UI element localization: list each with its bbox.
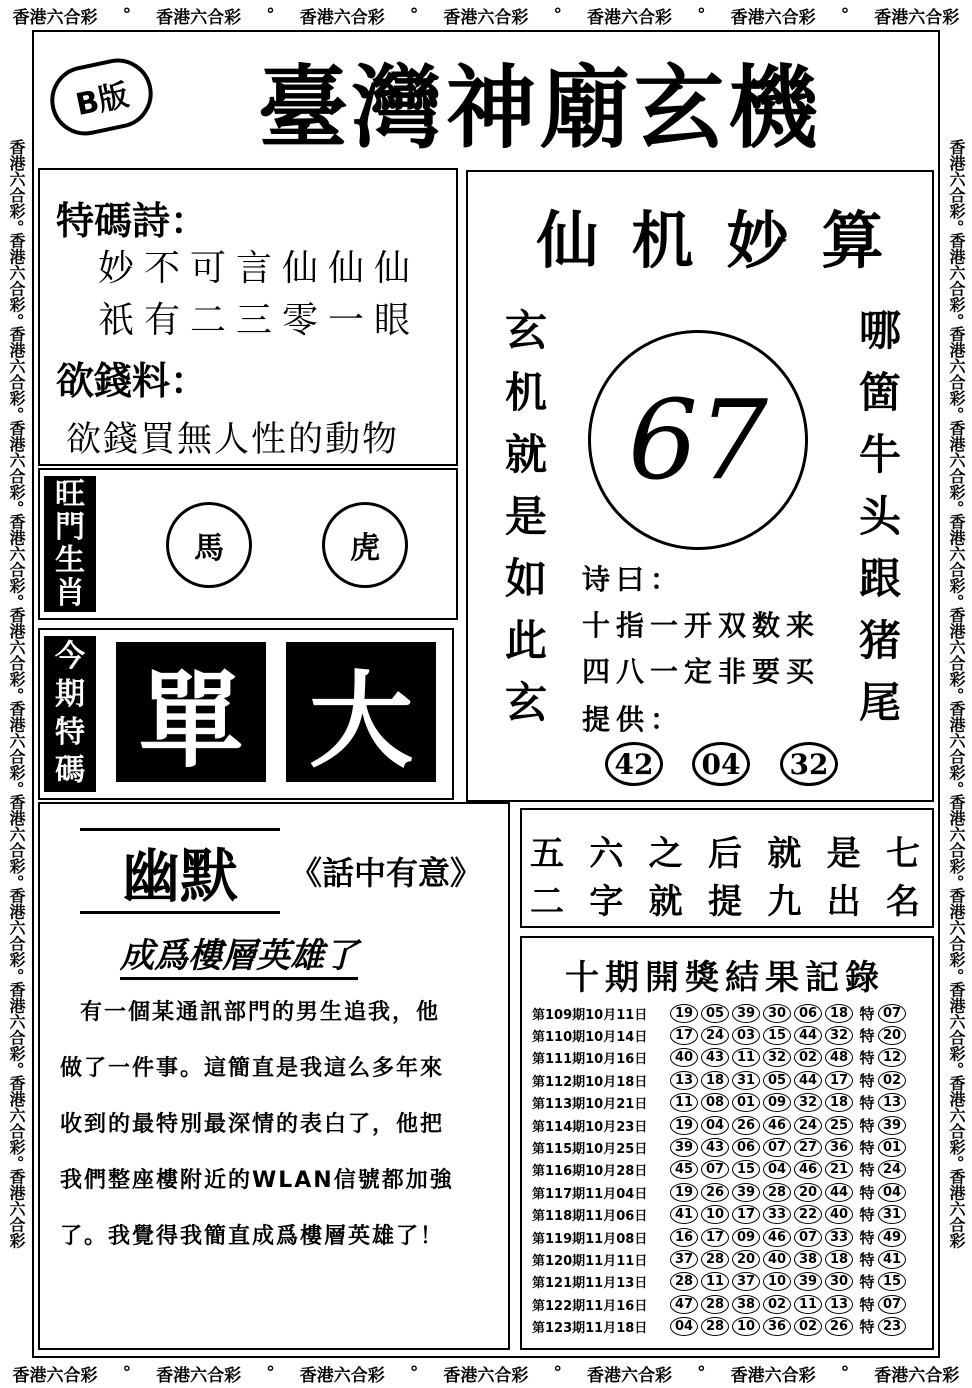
table-row	[532, 1226, 922, 1248]
humor-line: 我們整座樓附近的WLAN信號都加強	[60, 1168, 454, 1193]
humor-subtitle: 《話中有意》	[290, 854, 483, 892]
special-number: 15	[878, 1272, 906, 1291]
xianji-title-char: 仙	[536, 203, 599, 277]
draw-label: 第116期10月28日	[532, 1164, 648, 1180]
draw-number: 26	[732, 1116, 760, 1135]
special-marker: 特	[859, 1094, 875, 1113]
column-char: 猪	[858, 616, 901, 665]
poem-line-1: 妙不可言仙仙仙	[98, 248, 421, 289]
draw-number: 37	[732, 1272, 760, 1291]
draw-number: 32	[825, 1026, 853, 1045]
draw-number: 24	[794, 1116, 822, 1135]
draw-number: 17	[732, 1205, 760, 1224]
draw-label: 第113期10月21日	[532, 1097, 648, 1113]
column-char: 牛	[858, 430, 901, 479]
draw-number: 18	[701, 1071, 729, 1090]
special-number: 49	[878, 1228, 906, 1247]
shi-heading: 诗曰：	[582, 563, 685, 596]
special-number: 23	[878, 1317, 906, 1336]
draw-label: 第123期11月18日	[532, 1321, 648, 1337]
special-char-big: 大	[286, 642, 436, 782]
draw-number: 07	[701, 1160, 729, 1179]
column-char: 尾	[858, 678, 901, 727]
shi-line-2: 四八一定非要买	[582, 655, 821, 688]
border-left: 香港六合彩° 香港六合彩° 香港六合彩° 香港六合彩° 香港六合彩° 香港六合彩° 香港六合彩° 香港六合彩° 香港六合彩° 香港六合彩° 香港六合彩° 香港六合彩	[7, 139, 26, 1249]
table-row	[532, 1159, 922, 1181]
draw-number: 17	[670, 1026, 698, 1045]
column-char: 哪	[858, 306, 901, 355]
label-char: 碼	[55, 753, 85, 788]
table-row	[532, 1114, 922, 1136]
draw-number: 09	[732, 1228, 760, 1247]
poem-heading: 特碼詩：	[56, 199, 209, 243]
clue-char: 字	[589, 882, 624, 922]
draw-label: 第111期10月16日	[532, 1052, 648, 1068]
special-number: 31	[878, 1205, 906, 1224]
border-text: 香港六合彩	[947, 700, 966, 781]
draw-number: 40	[763, 1250, 791, 1269]
draw-number: 05	[701, 1004, 729, 1023]
draw-number: 24	[701, 1026, 729, 1045]
special-marker: 特	[859, 1183, 875, 1202]
table-row	[532, 1293, 922, 1315]
draw-number: 04	[701, 1116, 729, 1135]
xianji-title-char: 算	[821, 203, 884, 277]
draw-number: 05	[763, 1071, 791, 1090]
draw-number: 41	[670, 1205, 698, 1224]
draw-number: 39	[732, 1004, 760, 1023]
border-text: 香港六合彩	[7, 1075, 26, 1156]
draw-number: 32	[794, 1093, 822, 1112]
results-title: 十期開獎結果記錄	[565, 958, 885, 998]
border-top: 香港六合彩 ° 香港六合彩 ° 香港六合彩 ° 香港六合彩 ° 香港六合彩 ° 香港六合彩 ° 香港六合彩	[0, 0, 972, 30]
humor-line: 做了一件事。這簡直是我這么多年來	[60, 1056, 445, 1081]
border-text: 香港六合彩	[7, 607, 26, 688]
draw-number: 20	[794, 1183, 822, 1202]
border-text: 香港六合彩	[12, 1365, 98, 1386]
draw-number: 43	[701, 1048, 729, 1067]
border-text: 香港六合彩	[587, 1365, 673, 1386]
border-text: 香港六合彩	[7, 981, 26, 1062]
special-marker: 特	[859, 1116, 875, 1135]
draw-number: 10	[701, 1205, 729, 1224]
column-char: 如	[504, 554, 547, 603]
table-row	[532, 1024, 922, 1046]
border-text: 香港六合彩	[443, 7, 529, 28]
page-title	[160, 45, 920, 161]
draw-number: 26	[701, 1183, 729, 1202]
special-number: 12	[878, 1048, 906, 1067]
column-char: 玄	[504, 678, 547, 727]
draw-number: 38	[794, 1250, 822, 1269]
draw-number: 43	[701, 1138, 729, 1157]
draw-label: 第115期10月25日	[532, 1141, 648, 1157]
special-number: 04	[878, 1183, 906, 1202]
label-char: 門	[55, 510, 85, 545]
draw-number: 02	[794, 1317, 822, 1336]
draw-number: 02	[763, 1295, 791, 1314]
border-text: 香港六合彩	[947, 607, 966, 688]
draw-number: 44	[794, 1071, 822, 1090]
draw-number: 13	[825, 1295, 853, 1314]
draw-number: 28	[701, 1317, 729, 1336]
special-char-odd: 單	[116, 642, 266, 782]
draw-number: 28	[701, 1295, 729, 1314]
table-row	[532, 1316, 922, 1338]
label-char: 肖	[55, 576, 85, 611]
draw-number: 20	[732, 1250, 760, 1269]
border-text: 香港六合彩	[947, 1075, 966, 1156]
draw-number: 45	[670, 1160, 698, 1179]
border-text: 香港六合彩	[7, 700, 26, 781]
table-row	[532, 1271, 922, 1293]
provide-number: 32	[780, 742, 838, 786]
border-text: 香港六合彩	[299, 7, 385, 28]
shi-line-1: 十指一开双数来	[582, 609, 821, 642]
clue-char: 就	[767, 834, 802, 874]
special-marker: 特	[859, 1004, 875, 1023]
label-char: 期	[55, 677, 85, 712]
draw-number: 04	[670, 1317, 698, 1336]
draw-number: 19	[670, 1116, 698, 1135]
draw-number: 36	[763, 1317, 791, 1336]
draw-number: 46	[763, 1116, 791, 1135]
column-char: 玄	[504, 306, 547, 355]
draw-number: 21	[825, 1160, 853, 1179]
border-text: 香港六合彩	[730, 7, 816, 28]
border-text: 香港六合彩	[947, 887, 966, 968]
draw-label: 第120期11月11日	[532, 1253, 648, 1269]
provide-number: 42	[605, 742, 663, 786]
humor-heading: 成爲樓層英雄了	[120, 928, 358, 980]
draw-number: 48	[825, 1048, 853, 1067]
draw-number: 30	[825, 1272, 853, 1291]
clue-char: 九	[767, 882, 802, 922]
draw-number: 28	[670, 1272, 698, 1291]
table-row	[532, 1204, 922, 1226]
page-title-text: 臺灣神廟玄機	[258, 56, 822, 161]
money-heading: 欲錢料：	[56, 359, 209, 403]
column-char: 箇	[858, 368, 901, 417]
draw-number: 16	[670, 1228, 698, 1247]
table-row	[532, 1069, 922, 1091]
provide-number: 04	[692, 742, 750, 786]
special-marker: 特	[859, 1026, 875, 1045]
draw-label: 第119期11月08日	[532, 1231, 648, 1247]
draw-number: 09	[763, 1093, 791, 1112]
border-text: 香港六合彩	[7, 232, 26, 313]
clue-line-1	[530, 826, 920, 875]
xianji-right-column	[852, 300, 908, 734]
table-row	[532, 1248, 922, 1270]
clue-char: 二	[530, 882, 564, 922]
border-text: 香港六合彩	[947, 794, 966, 875]
clue-char: 名	[885, 882, 920, 922]
special-number: 20	[878, 1026, 906, 1045]
draw-number: 04	[763, 1160, 791, 1179]
clue-char: 七	[885, 834, 920, 874]
xianji-left-column	[498, 300, 554, 734]
draw-number: 28	[763, 1183, 791, 1202]
draw-number: 40	[670, 1048, 698, 1067]
border-text: 香港六合彩	[7, 513, 26, 594]
special-marker: 特	[859, 1071, 875, 1090]
draw-number: 11	[794, 1295, 822, 1314]
special-number: 07	[878, 1295, 906, 1314]
special-marker: 特	[859, 1138, 875, 1157]
border-text: 香港六合彩	[730, 1365, 816, 1386]
draw-number: 01	[732, 1093, 760, 1112]
border-text: 香港六合彩	[874, 7, 960, 28]
border-text: 香港六合彩	[7, 794, 26, 875]
clue-char: 是	[826, 834, 861, 874]
draw-number: 17	[825, 1071, 853, 1090]
draw-label: 第117期11月04日	[532, 1186, 648, 1202]
special-number: 13	[878, 1093, 906, 1112]
draw-label: 第112期10月18日	[532, 1074, 648, 1090]
draw-number: 26	[825, 1317, 853, 1336]
draw-number: 18	[825, 1004, 853, 1023]
border-text: 香港六合彩	[7, 1168, 26, 1249]
draw-number: 32	[763, 1048, 791, 1067]
draw-number: 17	[701, 1228, 729, 1247]
draw-number: 07	[794, 1228, 822, 1247]
special-marker: 特	[859, 1318, 875, 1337]
draw-number: 44	[825, 1183, 853, 1202]
border-text: 香港六合彩	[947, 232, 966, 313]
special-number: 41	[878, 1250, 906, 1269]
provide-heading: 提供：	[582, 703, 685, 736]
draw-number: 03	[732, 1026, 760, 1045]
column-char: 跟	[858, 554, 901, 603]
draw-number: 06	[732, 1138, 760, 1157]
xianji-title-char: 妙	[726, 203, 789, 277]
border-text: 香港六合彩	[7, 326, 26, 407]
humor-line: 了。我覺得我簡直成爲樓層英雄了！	[60, 1224, 445, 1249]
border-text: 香港六合彩	[443, 1365, 529, 1386]
special-number: 01	[878, 1138, 906, 1157]
label-char: 今	[55, 639, 85, 674]
table-row	[532, 1181, 922, 1203]
humor-line: 有一個某通訊部門的男生追我，他	[80, 1000, 441, 1025]
xianji-title	[520, 190, 900, 280]
border-text: 香港六合彩	[7, 887, 26, 968]
draw-number: 47	[670, 1295, 698, 1314]
border-text: 香港六合彩	[7, 139, 26, 220]
border-text: 香港六合彩	[947, 420, 966, 501]
draw-number: 27	[794, 1138, 822, 1157]
draw-number: 39	[670, 1138, 698, 1157]
border-text: 香港六合彩	[947, 326, 966, 407]
zodiac-horse-icon: 馬	[166, 502, 252, 588]
draw-number: 33	[825, 1228, 853, 1247]
column-char: 就	[504, 430, 547, 479]
draw-label: 第121期11月13日	[532, 1276, 648, 1292]
draw-number: 15	[732, 1160, 760, 1179]
clue-char: 后	[707, 834, 742, 874]
special-marker: 特	[859, 1295, 875, 1314]
clue-char: 六	[589, 834, 624, 874]
clue-char: 出	[826, 882, 861, 922]
money-line: 欲錢買無人性的動物	[66, 420, 400, 460]
draw-number: 11	[732, 1048, 760, 1067]
draw-number: 07	[763, 1138, 791, 1157]
draw-number: 25	[825, 1116, 853, 1135]
draw-number: 39	[794, 1272, 822, 1291]
draw-number: 22	[794, 1205, 822, 1224]
draw-number: 19	[670, 1004, 698, 1023]
zodiac-tiger-icon: 虎	[322, 502, 408, 588]
border-text: 香港六合彩	[874, 1365, 960, 1386]
special-marker: 特	[859, 1161, 875, 1180]
draw-number: 18	[825, 1250, 853, 1269]
draw-number: 36	[825, 1138, 853, 1157]
border-text: 香港六合彩	[7, 420, 26, 501]
draw-number: 44	[794, 1026, 822, 1045]
column-char: 机	[504, 368, 547, 417]
border-text: 香港六合彩	[12, 7, 98, 28]
xianji-title-char: 机	[631, 203, 694, 277]
draw-label: 第109期10月11日	[532, 1007, 648, 1023]
featured-number-circle: 67	[588, 330, 808, 550]
clue-char: 就	[648, 882, 683, 922]
draw-number: 18	[825, 1093, 853, 1112]
border-right: 香港六合彩° 香港六合彩° 香港六合彩° 香港六合彩° 香港六合彩° 香港六合彩° 香港六合彩° 香港六合彩° 香港六合彩° 香港六合彩° 香港六合彩° 香港六合彩	[947, 139, 966, 1249]
draw-number: 11	[670, 1093, 698, 1112]
border-text: 香港六合彩	[947, 139, 966, 220]
draw-number: 02	[794, 1048, 822, 1067]
special-marker: 特	[859, 1049, 875, 1068]
border-text: 香港六合彩	[156, 1365, 242, 1386]
border-text: 香港六合彩	[299, 1365, 385, 1386]
draw-number: 13	[670, 1071, 698, 1090]
border-bottom: 香港六合彩 ° 香港六合彩 ° 香港六合彩 ° 香港六合彩 ° 香港六合彩 ° 香港六合彩 ° 香港六合彩	[0, 1358, 972, 1388]
column-char: 此	[504, 616, 547, 665]
draw-label: 第122期11月16日	[532, 1298, 648, 1314]
draw-number: 28	[701, 1250, 729, 1269]
special-marker: 特	[859, 1250, 875, 1269]
label-char: 特	[55, 715, 85, 750]
clue-char: 之	[648, 834, 683, 874]
humor-line: 收到的最特別最深情的表白了，他把	[60, 1112, 445, 1137]
draw-label: 第114期10月23日	[532, 1119, 648, 1135]
draw-label: 第110期10月14日	[532, 1029, 648, 1045]
draw-number: 46	[763, 1228, 791, 1247]
special-marker: 特	[859, 1273, 875, 1292]
clue-line-2	[530, 874, 920, 923]
humor-body	[60, 985, 480, 1265]
special-marker: 特	[859, 1206, 875, 1225]
lucky-zodiac-label	[44, 476, 96, 612]
draw-number: 40	[825, 1205, 853, 1224]
draw-number: 15	[763, 1026, 791, 1045]
clue-char: 提	[707, 882, 742, 922]
border-text: 香港六合彩	[947, 513, 966, 594]
draw-number: 37	[670, 1250, 698, 1269]
special-number: 39	[878, 1116, 906, 1135]
special-number: 24	[878, 1160, 906, 1179]
special-number: 02	[878, 1071, 906, 1090]
special-code-label	[44, 636, 96, 792]
draw-label: 第118期11月06日	[532, 1209, 648, 1225]
version-badge: B版	[44, 52, 159, 142]
border-text: 香港六合彩	[587, 7, 673, 28]
label-char: 生	[55, 543, 85, 578]
table-row	[532, 1002, 922, 1024]
draw-number: 08	[701, 1093, 729, 1112]
table-row	[532, 1136, 922, 1158]
draw-number: 30	[763, 1004, 791, 1023]
table-row	[532, 1047, 922, 1069]
border-text: 香港六合彩	[947, 981, 966, 1062]
special-number: 07	[878, 1004, 906, 1023]
draw-number: 11	[701, 1272, 729, 1291]
column-char: 头	[858, 492, 901, 541]
draw-number: 10	[763, 1272, 791, 1291]
border-text: 香港六合彩	[156, 7, 242, 28]
draw-number: 46	[794, 1160, 822, 1179]
draw-number: 33	[763, 1205, 791, 1224]
border-text: 香港六合彩	[947, 1168, 966, 1249]
table-row	[532, 1092, 922, 1114]
draw-number: 39	[732, 1183, 760, 1202]
humor-title: 幽默	[80, 828, 280, 914]
draw-number: 38	[732, 1295, 760, 1314]
draw-number: 06	[794, 1004, 822, 1023]
clue-char: 五	[530, 834, 564, 874]
draw-number: 31	[732, 1071, 760, 1090]
draw-number: 10	[732, 1317, 760, 1336]
label-char: 旺	[55, 477, 85, 512]
poem-line-2: 祇有二三零一眼	[98, 300, 421, 341]
draw-number: 19	[670, 1183, 698, 1202]
column-char: 是	[504, 492, 547, 541]
special-marker: 特	[859, 1228, 875, 1247]
